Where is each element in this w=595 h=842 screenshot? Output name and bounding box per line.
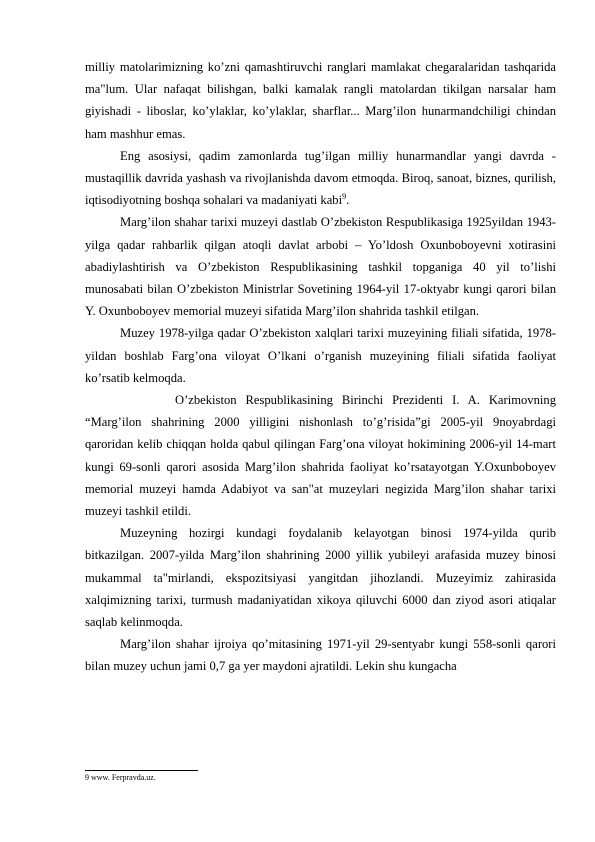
paragraph-4: Muzey 1978-yilga qadar O’zbekiston xalqlari tarixi muzeyining filiali sifatida, 1978-yildan boshlab Farg’ona viloyat O’lkani o’rganish muzeyining filiali sifatida faoliyat ko’rsatib kelmoqda. xyxy=(85,326,556,385)
footnote-text: www. Ferpravda.uz. xyxy=(89,773,156,782)
paragraph-7: Marg’ilon shahar ijroiya qo’mitasining 1971-yil 29-sentyabr kungi 558-sonli qarori bilan muzey uchun jami 0,7 ga yer maydoni ajratildi. Lekin shu kungacha xyxy=(85,637,556,674)
footnote-reference[interactable]: 9 xyxy=(342,192,347,202)
footnote-divider xyxy=(85,770,198,771)
paragraph-5: O’zbekiston Respublikasining Birinchi Prezidenti I. A. Karimovning “Marg’ilon shahrining 2000 yilligini nishonlash to’g’risida”gi 2005-yil 9noyabrdagi qaroridan kelib chiqqan holda qabul qilingan Farg’ona viloyat hokimining 2006-yil 14-mart kungi 69-sonli qarori asosida Marg’ilon shahrida faoliyat ko’rsatayotgan Y.Oxunboboyev memorial muzeyi hamda Adabiyot va san"at muzeylari negizida Marg’ilon shahar tarixi muzeyi tashkil etildi. xyxy=(85,393,556,519)
footnote xyxy=(85,773,156,783)
paragraph-2 xyxy=(85,145,556,212)
paragraph-2-end: . xyxy=(346,193,350,208)
paragraph-6: Muzeyning hozirgi kundagi foydalanib kelayotgan binosi 1974-yilda qurib bitkazilgan. 2007-yilda Marg’ilon shahrining 2000 yillik yubileyi arafasida muzey binosi mukammal ta"mirlandi, ekspozitsiyasi yangitdan jihozlandi. Muzeyimiz zahirasida xalqimizning tarixi, turmush madaniyatidan xikoya qiluvchi 6000 dan ziyod asori atiqalar saqlab kelinmoqda. xyxy=(85,526,556,630)
paragraph-1: milliy matolarimizning ko’zni qamashtiruvchi ranglari mamlakat chegaralaridan tashqarida ma"lum. Ular nafaqat bilishgan, balki kamalak rangli matolardan tikilgan narsalar ham giyishadi - liboslar, ko’ylaklar, ko’ylaklar, sharflar... Marg’ilon hunarmandchiligi chindan ham mashhur emas. xyxy=(85,60,556,141)
body-text xyxy=(85,56,556,678)
paragraph-2-text: Eng asosiysi, qadim zamonlarda tug’ilgan milliy hunarmandlar yangi davrda - mustaqillik davrida yashash va rivojlanishda davom etmoqda. Biroq, sanoat, biznes, qurilish, iqtisodiyotning boshqa sohalari va madaniyati kabi xyxy=(85,148,556,208)
paragraph-3: Marg’ilon shahar tarixi muzeyi dastlab O’zbekiston Respublikasiga 1925yildan 1943-yilga qadar rahbarlik qilgan atoqli davlat arbobi – Yo’ldosh Oxunboboyevni xotirasini abadiylashtirish va O’zbekiston Respublikasining tashkil topganiga 40 yil to’lishi munosabati bilan O’zbekiston Ministrlar Sovetining 1964-yil 17-oktyabr kungi qarori bilan Y. Oxunboboyev memorial muzeyi sifatida Marg’ilon shahrida tashkil etilgan. xyxy=(85,215,556,319)
footnote-number: 9 xyxy=(85,773,89,782)
